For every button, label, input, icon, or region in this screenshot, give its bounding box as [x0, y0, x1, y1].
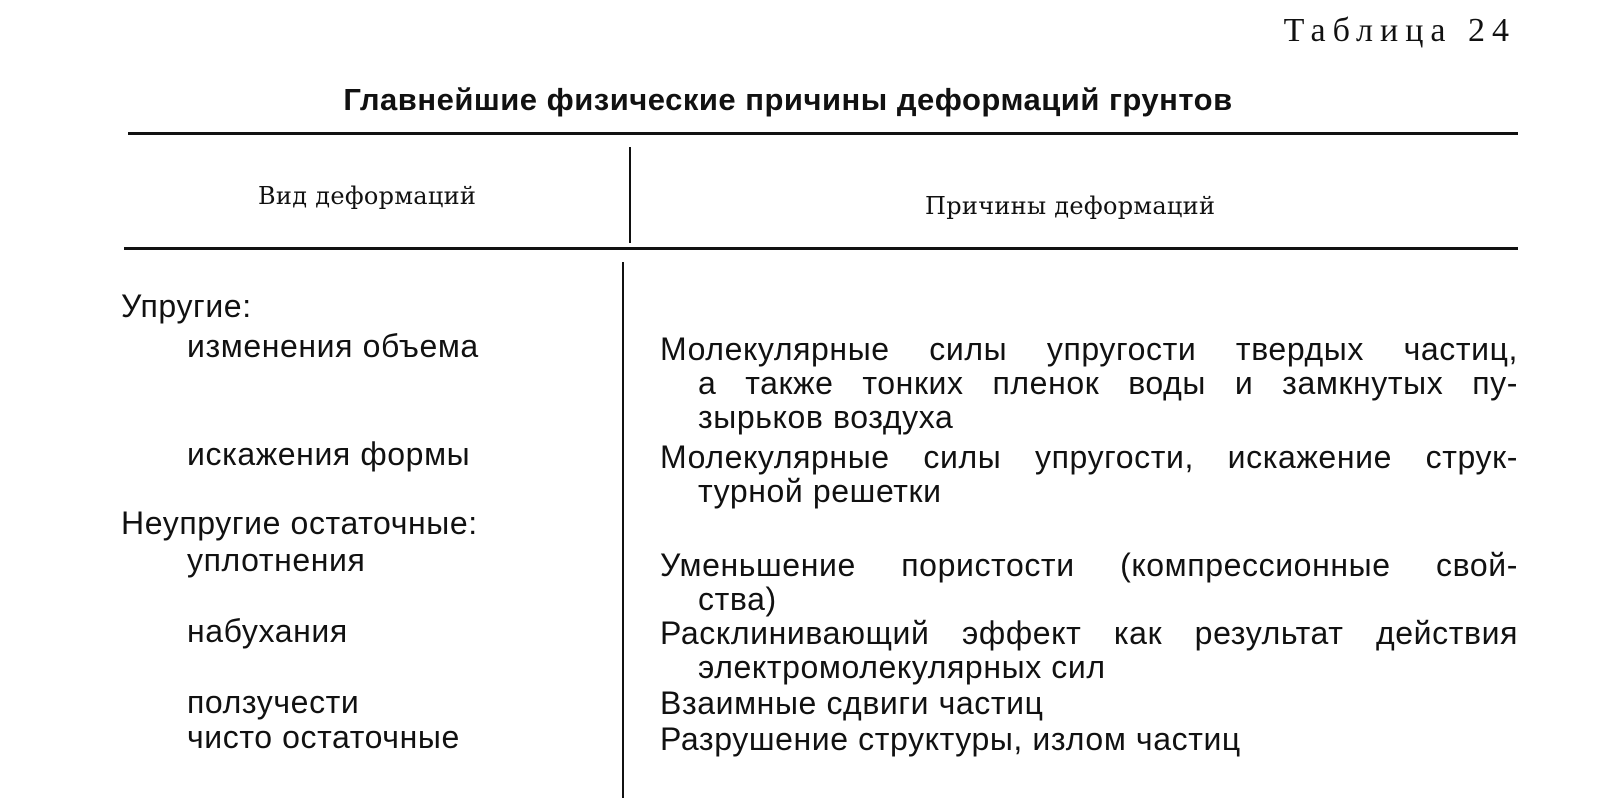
cause-compaction [660, 548, 1518, 616]
cause-purely-residual [660, 722, 1518, 756]
kind-purely-residual: чисто остаточные [187, 719, 460, 755]
table-number-label: Таблица 24 [1283, 12, 1516, 49]
kind-swelling: набухания [187, 613, 348, 649]
cause-line: Взаимные сдвиги частиц [660, 685, 1044, 721]
table-caption: Главнейшие физические причины деформаций грунтов [343, 82, 1233, 117]
cause-creep [660, 686, 1518, 720]
cause-line: Расклинивающий эффект как результат действия [660, 615, 1518, 651]
group-title-inelastic: Неупругие остаточные: [121, 505, 478, 541]
cause-line: Молекулярные силы упругости, искажение струк- [660, 439, 1518, 475]
cause-line: Разрушение структуры, излом частиц [660, 721, 1241, 757]
cause-line: ства) [698, 581, 777, 617]
column-divider-body [622, 262, 624, 798]
column-header-causes: Причины деформаций [925, 192, 1216, 220]
kind-shape-distortion: искажения формы [187, 436, 471, 472]
cause-line: турной решетки [698, 473, 942, 509]
cause-line: электромолекулярных сил [698, 649, 1106, 685]
kind-creep: ползучести [187, 684, 360, 720]
cause-volume-change [660, 332, 1518, 434]
kind-volume-change: изменения объема [187, 328, 479, 364]
group-title-elastic: Упругие: [121, 288, 252, 324]
cause-line: Молекулярные силы упругости твердых частиц, [660, 331, 1518, 367]
header-rule [124, 247, 1518, 250]
column-divider-header [629, 147, 631, 243]
top-rule [128, 132, 1518, 135]
kind-compaction: уплотнения [187, 542, 366, 578]
cause-swelling [660, 616, 1518, 684]
cause-line: а также тонких пленок воды и замкнутых пу- [698, 365, 1518, 401]
cause-line: зырьков воздуха [698, 399, 954, 435]
cause-shape-distortion [660, 440, 1518, 508]
column-header-kind: Вид деформаций [258, 182, 477, 210]
cause-line: Уменьшение пористости (компрессионные свой- [660, 547, 1518, 583]
